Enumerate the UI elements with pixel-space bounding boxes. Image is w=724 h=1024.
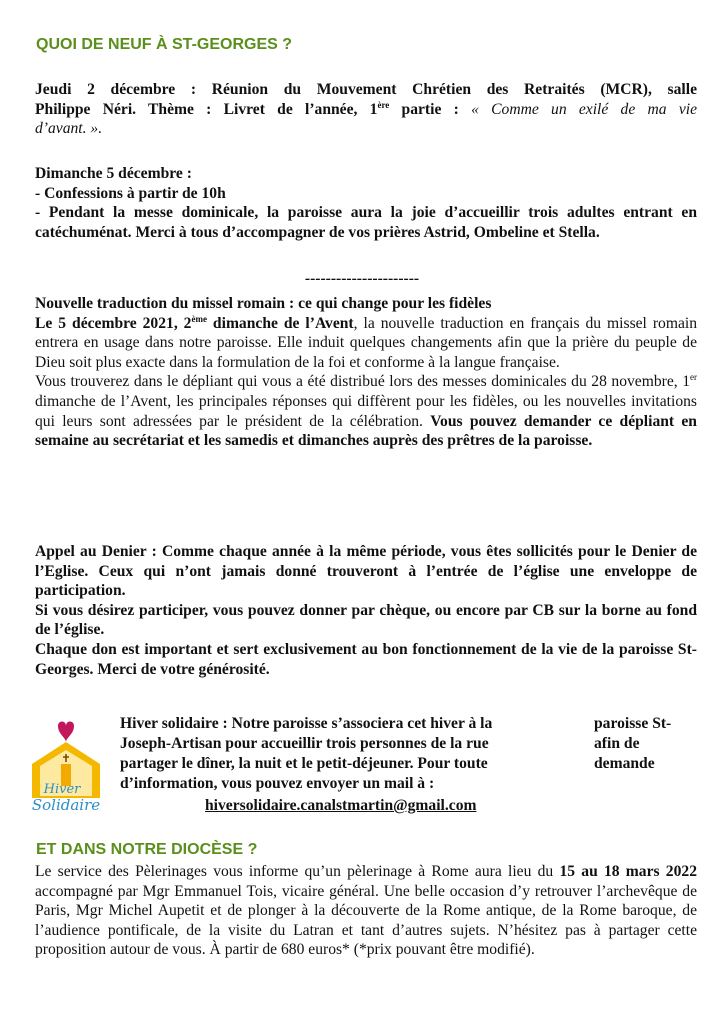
missel-paragraph-2	[35, 372, 697, 450]
denier-paragraph-1: Appel au Denier : Comme chaque année à la même période, vous êtes sollicités pour le Denier de l’Eglise. Ceux qui n’ont jamais donné trouveront à l’entrée de l’église une enveloppe de participation.	[35, 543, 697, 600]
logo-word-solidaire: Solidaire	[31, 796, 101, 814]
jeudi-line2-text: Philippe Néri. Thème : Livret de l’année, 1	[35, 100, 378, 118]
hiver-row2-right: afin de	[594, 735, 640, 752]
section-heading-diocese: ET DANS NOTRE DIOCÈSE ?	[36, 841, 258, 858]
dimanche-item-confessions: - Confessions à partir de 10h	[35, 184, 226, 202]
missel-title: Nouvelle traduction du missel romain : ce qui change pour les fidèles	[35, 295, 492, 312]
missel-p2-text-a: Vous trouverez dans le dépliant qui vous a été distribué lors des messes dominicales du 28 novembre, 1	[35, 373, 690, 391]
logo-word-hiver: Hiver	[43, 782, 81, 797]
missel-paragraph-1	[35, 314, 697, 373]
section-heading-st-georges: QUOI DE NEUF À ST-GEORGES ?	[36, 36, 293, 53]
hiver-row4: d’information, vous pouvez envoyer un mail à :	[120, 775, 435, 792]
missel-date: Le 5 décembre 2021, 2	[35, 314, 192, 332]
diocese-text-a: Le service des Pèlerinages vous informe qu’un pèlerinage à Rome aura lieu du	[35, 863, 560, 880]
hiver-solidaire-logo	[18, 712, 114, 816]
denier-paragraph-3: Chaque don est important et sert exclusivement au bon fonctionnement de la vie de la paroisse St-Georges. Merci de votre générosité.	[35, 640, 697, 678]
jeudi-line2	[35, 100, 697, 120]
diocese-text-b: accompagné par Mgr Emmanuel Tois, vicaire général. Une belle occasion d’y retrouver l’archevêque de Paris, Mgr Michel Aupetit et de plonger à la découverte de la Rome antique, de la Rome baroque, de l’audience pontificale, de la visite du Latran et tant d’autres sujets. N’hésitez pas à partager cette proposition autour de vous. À partir de 680 euros* (*prix pouvant être modifié).	[35, 882, 697, 959]
hiver-row1-left: Hiver solidaire : Notre paroisse s’associera cet hiver à la	[120, 715, 493, 732]
dimanche-title: Dimanche 5 décembre :	[35, 165, 192, 182]
jeudi-announcement	[35, 80, 697, 139]
missel-p2-sup: er	[690, 372, 697, 383]
dimanche-announcement	[35, 164, 697, 242]
missel-p2-bold: Vous pouvez demander ce dépliant en semaine au secrétariat et les samedis et dimanches auprès des prêtres de la paroisse.	[35, 412, 697, 450]
hiver-row1-right: paroisse St-	[594, 715, 672, 732]
jeudi-line2-partie: partie :	[389, 100, 472, 118]
missel-avent: dimanche de l’Avent	[206, 314, 354, 332]
jeudi-line1: Jeudi 2 décembre : Réunion du Mouvement Chrétien des Retraités (MCR), salle	[35, 81, 697, 98]
hiver-row3-right: demande	[594, 755, 655, 772]
jeudi-line3: d’avant. ».	[35, 120, 103, 138]
jeudi-sup: ère	[377, 99, 390, 110]
denier-section	[35, 542, 697, 679]
missel-p1-text: , la nouvelle traduction en français du missel romain entrera en usage dans notre paroisse. Elle induit quelques changements afin que la prière du peuple de Dieu soit plus exacte dans la formulation de la foi et conforme à la langue française.	[35, 314, 698, 371]
hiver-row3-left: partager le dîner, la nuit et le petit-déjeuner. Pour toute	[120, 755, 488, 772]
diocese-paragraph	[35, 862, 697, 960]
missel-p2-text-b: dimanche de l’Avent, les principales réponses qui diffèrent pour les fidèles, ou les nouvelles invitations qui leurs sont adressées par le président de la célébration.	[35, 392, 697, 430]
separator: ----------------------	[304, 270, 420, 287]
missel-sup: ème	[191, 313, 207, 324]
denier-paragraph-2: Si vous désirez participer, vous pouvez donner par chèque, ou encore par CB sur la borne au fond de l’église.	[35, 601, 697, 639]
jeudi-quote: « Comme un exilé de ma vie	[471, 100, 697, 118]
dimanche-item-messe: - Pendant la messe dominicale, la paroisse aura la joie d’accueillir trois adultes entrant en catéchuménat. Merci à tous d’accompagner de vos prières Astrid, Ombeline et Stella.	[35, 204, 697, 241]
missel-section	[35, 294, 697, 451]
diocese-dates: 15 au 18 mars 2022	[559, 863, 697, 880]
hiver-row2-left: Joseph-Artisan pour accueillir trois personnes de la rue	[120, 735, 489, 752]
heart-icon	[58, 722, 74, 743]
hiver-email-link[interactable]: hiversolidaire.canalstmartin@gmail.com	[205, 797, 477, 814]
